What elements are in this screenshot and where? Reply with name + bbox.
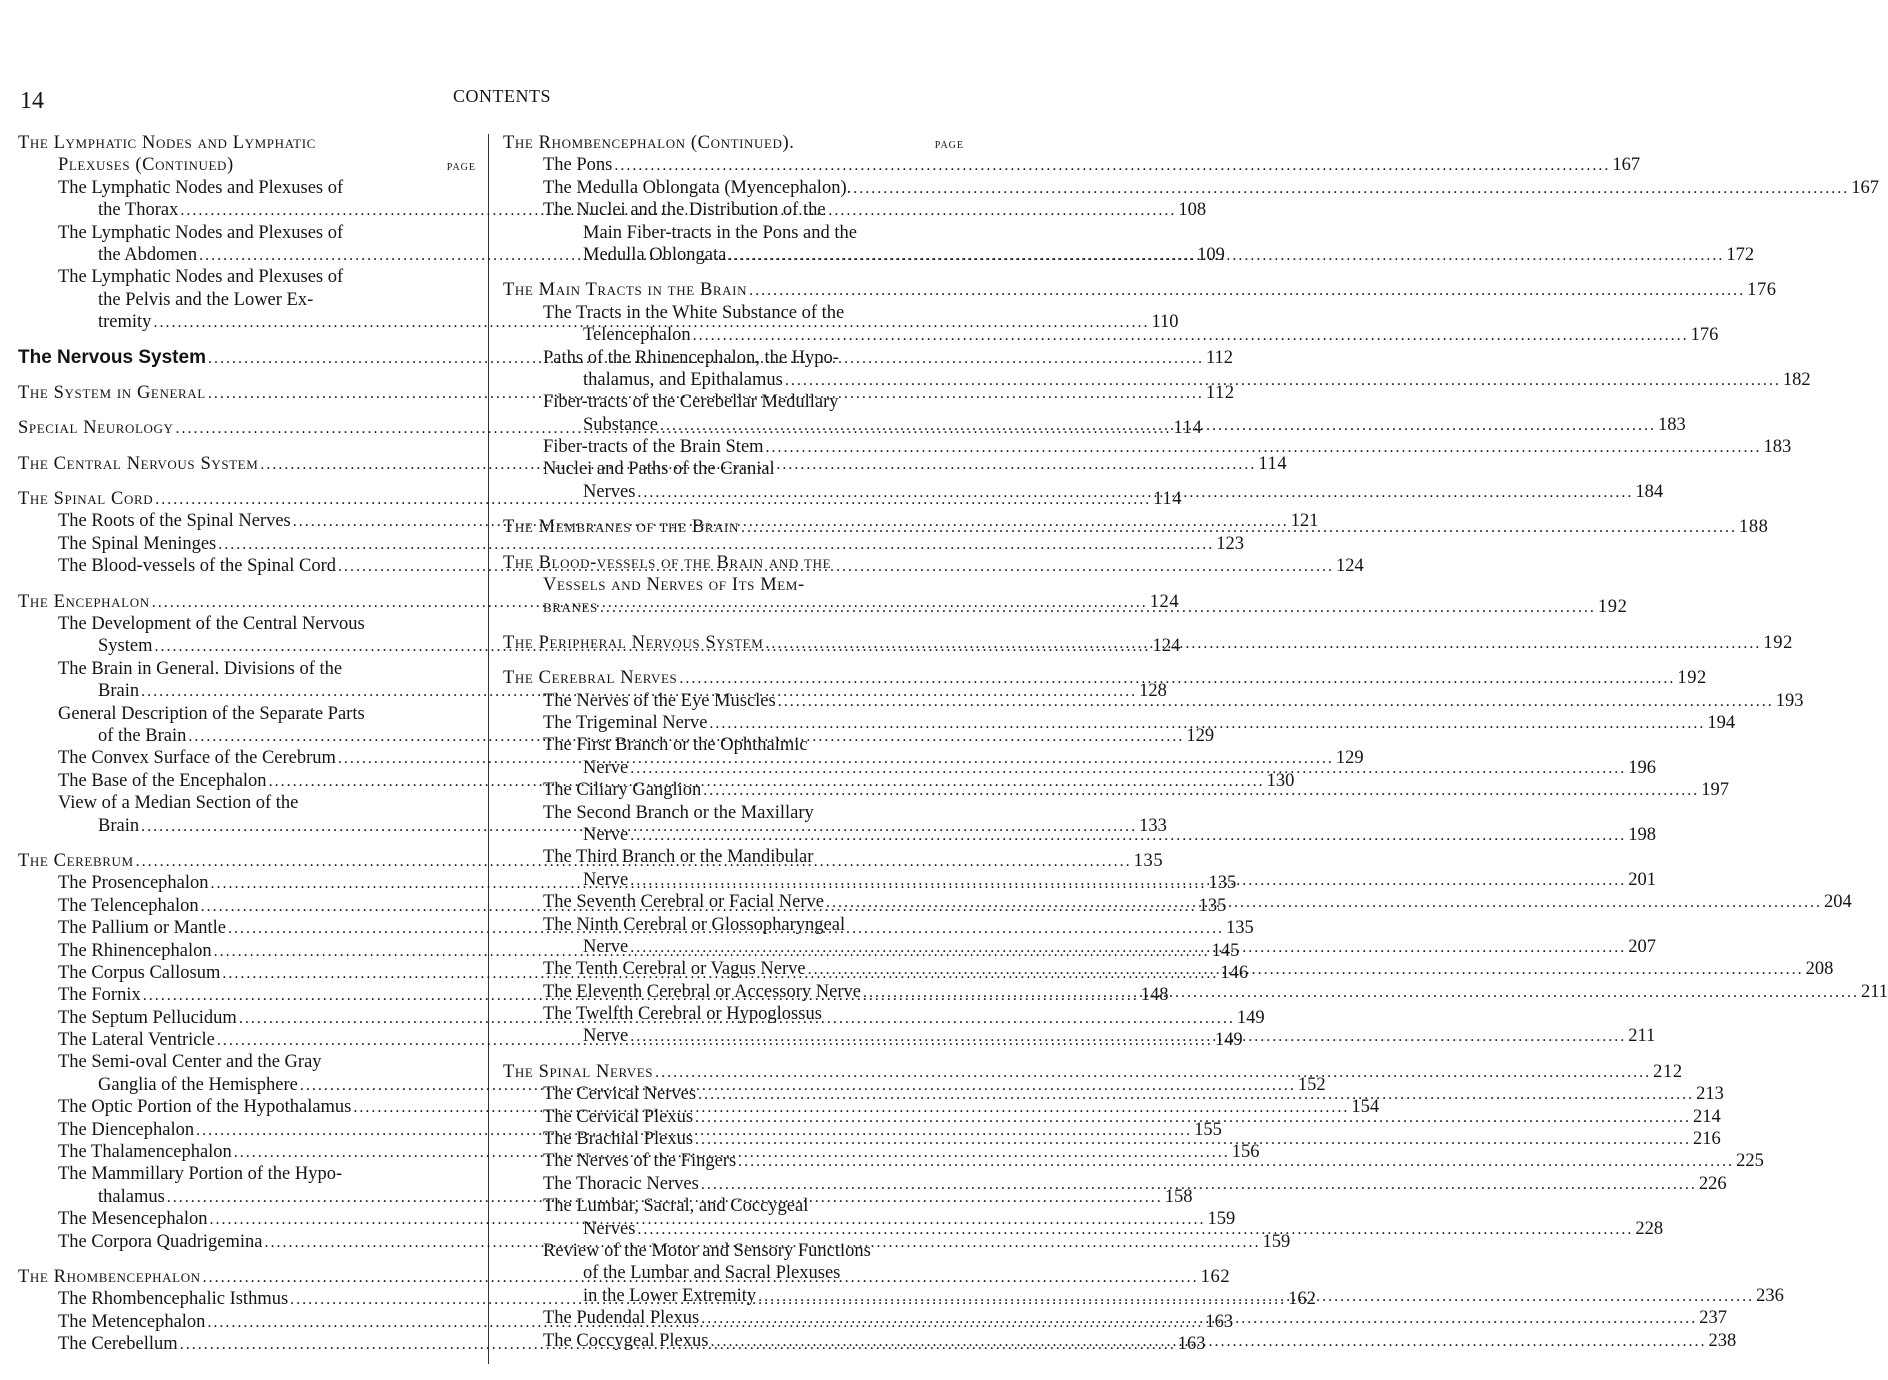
section-heading: Plexuses (Continued) PAGE (18, 154, 476, 176)
section-heading: The Encephalon ..... 124 (18, 591, 476, 613)
toc-entry: The Thalamencephalon ..... 156 (58, 1141, 476, 1163)
section-heading: The Rhombencephalon ..... 162 (18, 1266, 476, 1288)
toc-entry: Nuclei and Paths of the Cranial (543, 459, 775, 480)
toc-entry: The Development of the Central Nervous (58, 614, 365, 635)
toc-entry: The Lymphatic Nodes and Plexuses of (58, 177, 344, 198)
toc-entry: of the Lumbar and Sacral Plexuses (583, 1263, 841, 1284)
toc-entry: Nerve ..... 198 (543, 824, 964, 846)
toc-entry: the Thorax ..... 108 (58, 199, 476, 221)
section-heading: The Membranes of the Brain ..... 188 (503, 516, 964, 538)
toc-entry: The Nerves of the Eye Muscles ..... 193 (543, 690, 964, 712)
toc-entry: the Abdomen ..... 109 (58, 244, 476, 266)
toc-entry: The Prosencephalon ..... 135 (58, 872, 476, 894)
toc-entry: in the Lower Extremity ..... 236 (543, 1285, 964, 1307)
toc-entry: The Mesencephalon ..... 159 (58, 1208, 476, 1230)
page-number: 14 (20, 88, 44, 114)
toc-entry: The Roots of the Spinal Nerves ..... 121 (58, 510, 476, 532)
toc-entry: Fiber-tracts of the Brain Stem ..... 183 (543, 436, 964, 458)
toc-entry: The Optic Portion of the Hypothalamus ..... 154 (58, 1096, 476, 1118)
toc-entry: Paths of the Rhinencephalon, the Hypo- (543, 347, 839, 368)
toc-entry: The Nuclei and the Distribution of the (543, 200, 826, 221)
toc-entry: The Second Branch or the Maxillary (543, 802, 814, 823)
toc-entry: The Blood-vessels of the Spinal Cord ..... 124 (58, 555, 476, 577)
page-ref: 109 (1197, 244, 1225, 265)
toc-entry: The First Branch or the Ophthalmic (543, 735, 808, 756)
toc-entry: The Cerebellum ..... 163 (58, 1333, 476, 1355)
page-title: CONTENTS (453, 86, 551, 106)
toc-entry: The Thoracic Nerves ..... 226 (543, 1173, 964, 1195)
toc-entry: The Lumbar, Sacral, and Coccygeal (543, 1196, 809, 1217)
toc-entry: Medulla Oblongata ..... 172 (543, 244, 964, 266)
toc-entry: The Tracts in the White Substance of the (543, 302, 845, 323)
part-heading: The Nervous System ..... 112 (18, 347, 476, 369)
page-column-label: PAGE (934, 140, 964, 151)
page-header (0, 84, 1004, 112)
toc-entry: The Pallium or Mantle ..... 135 (58, 917, 476, 939)
section-heading: The Cerebrum ..... 135 (18, 850, 476, 872)
toc-entry: Telencephalon ..... 176 (543, 324, 964, 346)
toc-entry: The Fornix ..... 148 (58, 984, 476, 1006)
toc-entry: The Diencephalon ..... 155 (58, 1119, 476, 1141)
toc-entry: Brain ..... 128 (58, 680, 476, 702)
toc-entry: View of a Median Section of the (58, 793, 299, 814)
page-ref: 108 (1178, 200, 1207, 221)
toc-entry: Substance ..... 183 (543, 414, 964, 436)
toc-entry: The Metencephalon ..... 163 (58, 1311, 476, 1333)
toc-entry: The Eleventh Cerebral or Accessory Nerve ..... 211 (543, 981, 964, 1003)
toc-entry: The Spinal Meninges ..... 123 (58, 533, 476, 555)
toc-entry: The Brachial Plexus ..... 216 (543, 1128, 964, 1150)
toc-entry: The Medulla Oblongata (Myencephalon). ..... 167 (543, 177, 964, 199)
toc-entry: The Convex Surface of the Cerebrum ..... 129 (58, 747, 476, 769)
section-heading: branes ..... 192 (503, 596, 964, 618)
toc-entry: The Tenth Cerebral or Vagus Nerve ..... 208 (543, 958, 964, 980)
toc-entry: The Seventh Cerebral or Facial Nerve ..... 204 (543, 891, 964, 913)
toc-entry: the Pelvis and the Lower Ex- (98, 289, 314, 310)
toc-entry: The Corpora Quadrigemina ..... 159 (58, 1231, 476, 1253)
toc-entry: The Base of the Encephalon ..... 130 (58, 770, 476, 792)
section-heading: The Lymphatic Nodes and Lymphatic (18, 133, 316, 153)
toc-entry: Nerves ..... 228 (543, 1218, 964, 1240)
section-heading: The Central Nervous System ..... 114 (18, 453, 476, 475)
toc-entry: The Corpus Callosum ..... 146 (58, 962, 476, 984)
section-heading: The Spinal Nerves ..... 212 (503, 1061, 964, 1083)
toc-entry: The Lymphatic Nodes and Plexuses of (58, 267, 344, 288)
toc-entry: The Ninth Cerebral or Glossopharyngeal (543, 914, 846, 935)
toc-entry: The Third Branch or the Mandibular (543, 847, 814, 868)
toc-entry: The Cervical Plexus ..... 214 (543, 1106, 964, 1128)
toc-entry: Ganglia of the Hemisphere ..... 152 (58, 1074, 476, 1096)
toc-entry: The Nerves of the Fingers ..... 225 (543, 1150, 964, 1172)
toc-entry: Review of the Motor and Sensory Functions (543, 1240, 871, 1261)
toc-entry: The Telencephalon ..... 135 (58, 895, 476, 917)
toc-entry: thalamus ..... 158 (58, 1186, 476, 1208)
toc-entry: The Pons ..... 167 (543, 154, 964, 176)
toc-entry: Nerves ..... 184 (543, 481, 964, 503)
toc-entry: The Semi-oval Center and the Gray (58, 1052, 322, 1073)
toc-entry: The Pudendal Plexus ..... 237 (543, 1307, 964, 1329)
page-ref: 110 (1151, 312, 1179, 333)
toc-entry: The Mammillary Portion of the Hypo- (58, 1164, 343, 1185)
section-heading: The Rhombencephalon (Continued). PAGE (503, 132, 964, 154)
section-heading: Vessels and Nerves of Its Mem- (543, 575, 805, 596)
toc-entry: The Trigeminal Nerve ..... 194 (543, 712, 964, 734)
toc-entry: The Brain in General. Divisions of the (58, 658, 343, 679)
toc-entry: Nerve ..... 207 (543, 936, 964, 958)
section-heading: The Spinal Cord ..... 114 (18, 488, 476, 510)
toc-entry: The Ciliary Ganglion ..... 197 (543, 779, 964, 801)
toc-entry: Main Fiber-tracts in the Pons and the (583, 222, 857, 243)
toc-entry: thalamus, and Epithalamus ..... 182 (543, 369, 964, 391)
toc-entry: The Lateral Ventricle ..... 149 (58, 1029, 476, 1051)
section-heading: The Main Tracts in the Brain ..... 176 (503, 279, 964, 301)
section-heading: The Peripheral Nervous System ..... 192 (503, 632, 964, 654)
toc-entry: tremity ..... 110 (58, 311, 476, 333)
section-heading: Special Neurology ..... 114 (18, 417, 476, 439)
toc-entry: The Cervical Nerves ..... 213 (543, 1083, 964, 1105)
toc-entry: The Rhinencephalon ..... 145 (58, 940, 476, 962)
toc-entry: of the Brain ..... 129 (58, 725, 476, 747)
toc-entry: System ..... 124 (58, 635, 476, 657)
page-column-label: PAGE (446, 162, 476, 174)
toc-entry: The Lymphatic Nodes and Plexuses of (58, 222, 344, 243)
toc-entry: Fiber-tracts of the Cerebellar Medullary (543, 392, 839, 413)
toc-entry: Nerve ..... 211 (543, 1025, 964, 1047)
toc-entry: The Coccygeal Plexus ..... 238 (543, 1330, 964, 1352)
section-heading: The System in General ..... 112 (18, 382, 476, 404)
section-heading: The Cerebral Nerves ..... 192 (503, 667, 964, 689)
toc-entry: General Description of the Separate Parts (58, 703, 365, 724)
toc-entry: The Septum Pellucidum ..... 149 (58, 1007, 476, 1029)
toc-entry: Nerve ..... 196 (543, 757, 964, 779)
toc-entry: Nerve ..... 201 (543, 869, 964, 891)
toc-entry: The Twelfth Cerebral or Hypoglossus (543, 1004, 822, 1025)
toc-entry: The Rhombencephalic Isthmus ..... 162 (58, 1288, 476, 1310)
section-heading: The Blood-vessels of the Brain and the (503, 552, 832, 573)
toc-entry: Brain ..... 133 (58, 815, 476, 837)
